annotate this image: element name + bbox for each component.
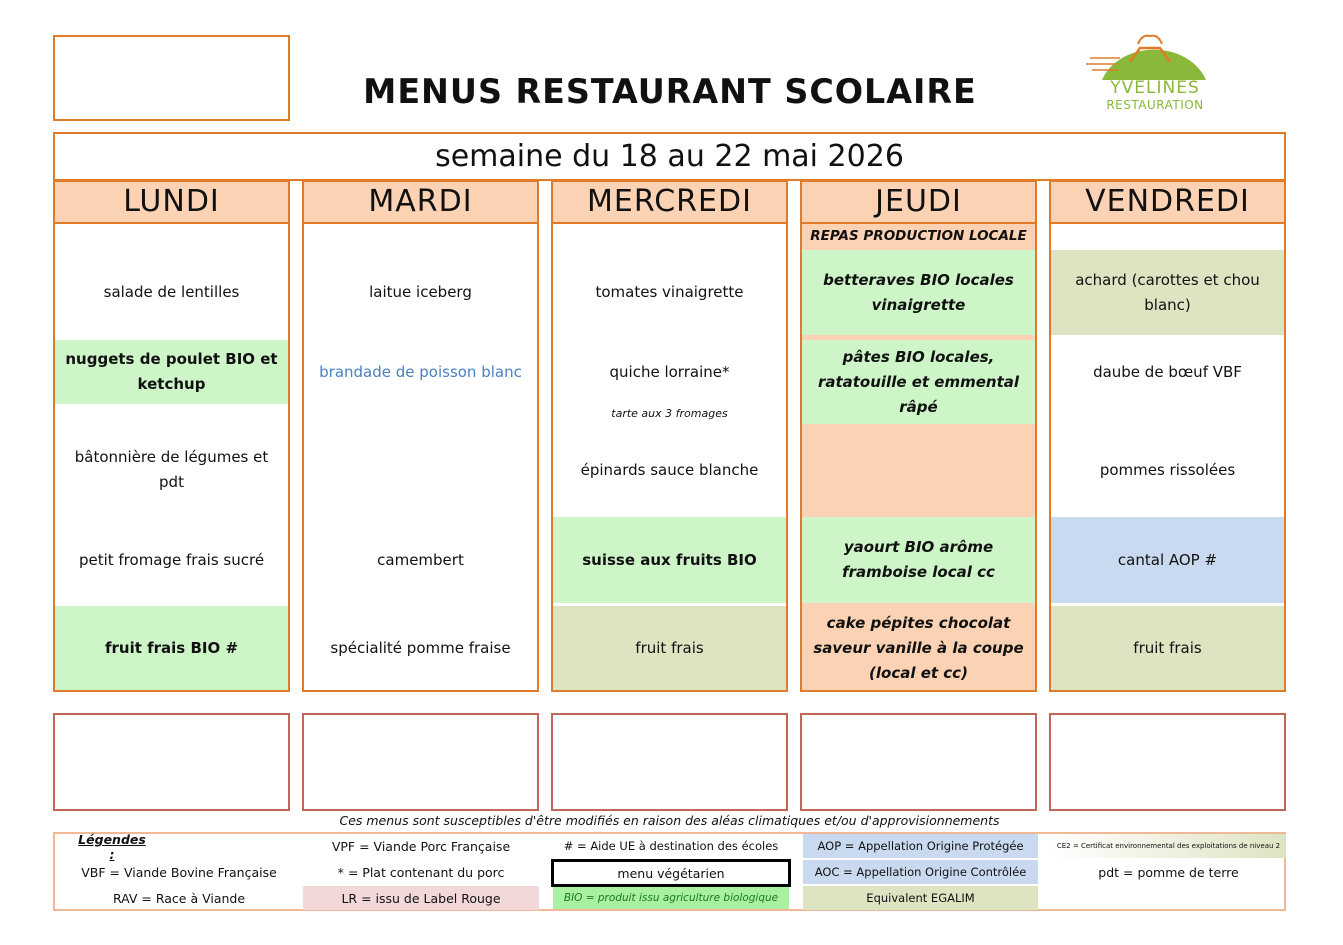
menu-item-vegetarian-alternative: tarte aux 3 fromages	[611, 406, 728, 420]
legend-bio: BIO = produit issu agriculture biologique	[553, 887, 789, 909]
menu-item-starter: laitue iceberg	[369, 283, 472, 301]
legend-vpf: VPF = Viande Porc Française	[331, 838, 511, 854]
menu-item-side: épinards sauce blanche	[580, 460, 759, 479]
menu-item-dairy: cantal AOP #	[1051, 517, 1284, 603]
menu-item-side	[304, 430, 537, 510]
menu-item-dessert: fruit frais	[1051, 606, 1284, 690]
day-header: MARDI	[304, 180, 537, 224]
legend-aide-ue: # = Aide UE à destination des écoles	[563, 839, 779, 853]
legend-rav: RAV = Race à Viande	[112, 890, 246, 906]
menu-item-main: nuggets de poulet BIO et ketchup	[55, 340, 288, 404]
legend-box	[53, 832, 1286, 911]
menu-item-dairy: camembert	[377, 550, 464, 569]
day-header: VENDREDI	[1051, 180, 1284, 224]
menu-item-dairy: suisse aux fruits BIO	[553, 517, 786, 603]
menu-item-dessert: spécialité pomme fraise	[330, 638, 511, 657]
day-header: LUNDI	[55, 180, 288, 224]
menu-item-side: pommes rissolées	[1099, 460, 1236, 479]
menu-item-main: pâtes BIO locales, ratatouille et emmental râpé	[802, 340, 1035, 424]
week-title: semaine du 18 au 22 mai 2026	[53, 132, 1286, 181]
legend-title: Légendes :	[78, 832, 146, 862]
legend-vbf: VBF = Viande Bovine Française	[81, 864, 277, 880]
empty-box	[53, 713, 290, 811]
menu-item-dessert: cake pépites chocolat saveur vanille à la coupe (local et cc)	[813, 613, 1024, 682]
menu-item-dessert: fruit frais	[553, 606, 786, 690]
day-column-vendredi	[1049, 180, 1286, 692]
menu-item-main: daube de bœuf VBF	[1093, 362, 1242, 381]
menu-item-starter: achard (carottes et chou blanc)	[1051, 250, 1284, 335]
day-column-mercredi	[551, 180, 788, 692]
legend-label-rouge: LR = issu de Label Rouge	[303, 886, 539, 910]
day-header: JEUDI	[802, 180, 1035, 224]
menu-item-dairy: yaourt BIO arôme framboise local cc	[802, 517, 1035, 603]
empty-box	[302, 713, 539, 811]
logo-text-restauration: RESTAURATION	[1106, 98, 1204, 112]
empty-box	[1049, 713, 1286, 811]
legend-ce2: CE2 = Certificat environnemental des exploitations de niveau 2	[1051, 834, 1286, 858]
logo-placeholder-box	[53, 35, 290, 121]
menu-item-starter: betteraves BIO locales vinaigrette	[802, 250, 1035, 335]
legend-vegetarian: menu végétarien	[551, 859, 791, 887]
disclaimer-notice: Ces menus sont susceptibles d'être modifiés en raison des aléas climatiques et/ou d'approvisionnements	[339, 813, 1000, 828]
menu-item-dairy: petit fromage frais sucré	[78, 550, 265, 569]
menu-item-starter: salade de lentilles	[103, 283, 240, 301]
menu-item-main: brandade de poisson blanc	[319, 362, 522, 381]
menu-item-side: bâtonnière de légumes et pdt	[74, 448, 269, 491]
legend-pdt: pdt = pomme de terre	[1098, 864, 1239, 880]
page-title: MENUS RESTAURANT SCOLAIRE	[363, 72, 977, 112]
day-header: MERCREDI	[553, 180, 786, 224]
menu-item-main: quiche lorraine*	[609, 362, 730, 381]
menu-item-side	[802, 430, 1035, 510]
local-production-banner: REPAS PRODUCTION LOCALE	[810, 227, 1027, 244]
empty-box	[551, 713, 788, 811]
day-column-jeudi	[800, 180, 1037, 692]
legend-porc: * = Plat contenant du porc	[337, 864, 505, 880]
menu-item-starter: tomates vinaigrette	[595, 283, 744, 301]
menu-item-dessert: fruit frais BIO #	[55, 606, 288, 690]
legend-egalim: Equivalent EGALIM	[803, 886, 1038, 910]
legend-aoc: AOC = Appellation Origine Contrôlée	[803, 860, 1038, 884]
legend-aop: AOP = Appellation Origine Protégée	[803, 834, 1038, 858]
day-column-mardi	[302, 180, 539, 692]
empty-box	[800, 713, 1037, 811]
logo-text-yvelines: YVELINES	[1110, 78, 1200, 98]
day-column-lundi	[53, 180, 290, 692]
